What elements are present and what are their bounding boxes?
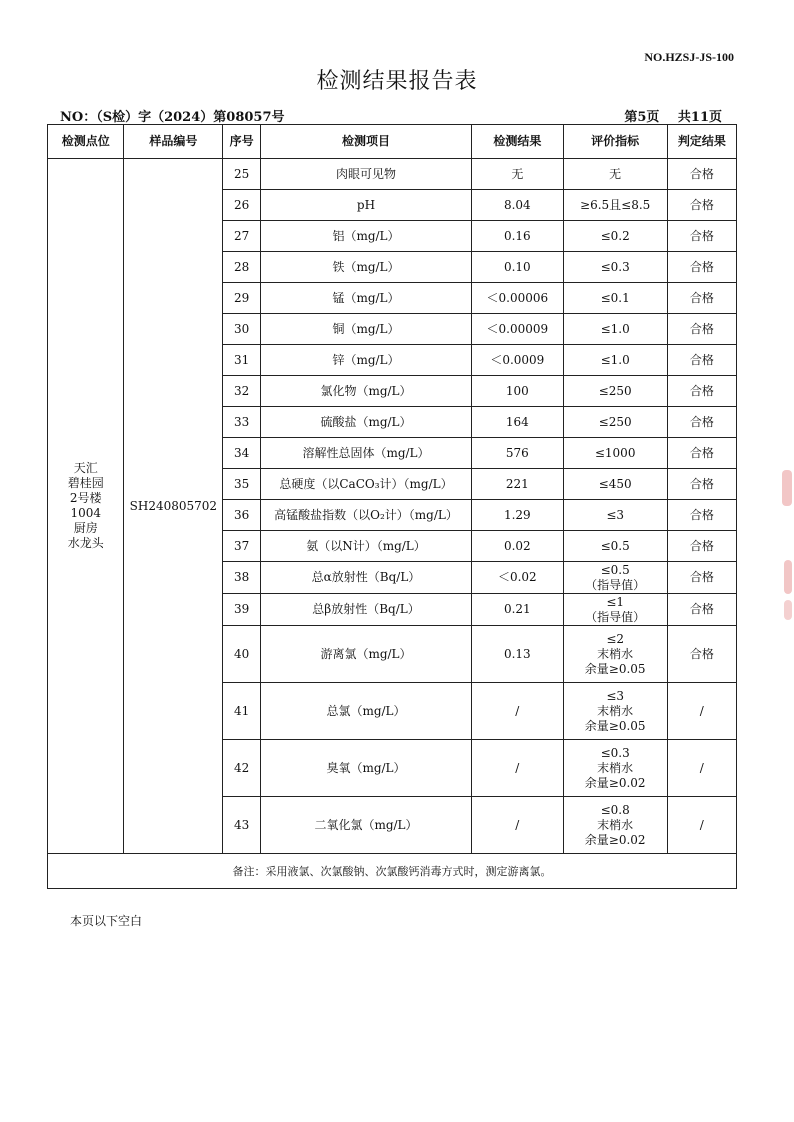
result-cell: ＜0.0009 [471, 345, 563, 376]
judgement-cell: 合格 [667, 531, 736, 562]
item-cell: pH [261, 190, 472, 221]
judgement-cell: 合格 [667, 500, 736, 531]
judgement-cell: 合格 [667, 314, 736, 345]
result-cell: / [471, 683, 563, 740]
results-table [47, 124, 737, 889]
seq-cell: 38 [223, 562, 261, 594]
table-body [48, 159, 737, 854]
standard-line: ≤3 [606, 688, 625, 703]
standard-cell [563, 683, 667, 740]
standard-line: 无 [609, 166, 622, 181]
page-number: 第5页 [624, 110, 660, 125]
location-line: 厨房 [73, 521, 98, 535]
judgement-cell: 合格 [667, 190, 736, 221]
judgement-cell: 合格 [667, 438, 736, 469]
location-line: 1004 [70, 506, 101, 520]
standard-line: 末梢水 [597, 646, 634, 661]
sample-id-cell: SH240805702 [124, 159, 223, 854]
standard-cell [563, 159, 667, 190]
standard-line: ≤0.3 [600, 745, 630, 760]
standard-cell [563, 252, 667, 283]
total-pages: 共11页 [677, 110, 722, 125]
standard-line: 余量≥0.02 [584, 775, 646, 790]
item-cell: 铜（mg/L） [261, 314, 472, 345]
seq-cell: 39 [223, 594, 261, 626]
standard-line: ≤2 [606, 631, 625, 646]
result-cell: 0.10 [471, 252, 563, 283]
item-cell: 铁（mg/L） [261, 252, 472, 283]
judgement-cell: 合格 [667, 594, 736, 626]
item-cell: 硫酸盐（mg/L） [261, 407, 472, 438]
judgement-cell: 合格 [667, 221, 736, 252]
standard-line: ≥6.5且≤8.5 [580, 197, 651, 212]
standard-cell [563, 797, 667, 854]
standard-cell [563, 740, 667, 797]
judgement-cell: 合格 [667, 562, 736, 594]
result-cell: 221 [471, 469, 563, 500]
standard-cell [563, 594, 667, 626]
result-cell: 8.04 [471, 190, 563, 221]
result-cell: ＜0.02 [471, 562, 563, 594]
standard-cell [563, 345, 667, 376]
document-number: NO.HZSJ-JS-100 [644, 50, 734, 64]
standard-line: ≤0.5 [600, 538, 630, 553]
standard-line: ≤250 [598, 383, 632, 398]
standard-line: 余量≥0.05 [584, 718, 646, 733]
result-cell: / [471, 740, 563, 797]
location-line: 水龙头 [67, 536, 104, 550]
judgement-cell: / [667, 797, 736, 854]
judgement-cell: 合格 [667, 252, 736, 283]
judgement-cell: 合格 [667, 376, 736, 407]
location-line: 碧桂园 [67, 476, 104, 490]
report-number: NO：（S检）字（2024）第08057号 [60, 110, 285, 125]
location-line: 2号楼 [69, 491, 102, 505]
seq-cell: 26 [223, 190, 261, 221]
standard-cell [563, 376, 667, 407]
judgement-cell: 合格 [667, 345, 736, 376]
item-cell: 高锰酸盐指数（以O₂计）（mg/L） [261, 500, 472, 531]
seq-cell: 34 [223, 438, 261, 469]
standard-cell [563, 469, 667, 500]
table-note: 备注：采用液氯、次氯酸钠、次氯酸钙消毒方式时，测定游离氯。 [48, 854, 737, 889]
table-row [48, 159, 737, 190]
item-cell: 溶解性总固体（mg/L） [261, 438, 472, 469]
header-result: 检测结果 [471, 125, 563, 159]
item-cell: 总α放射性（Bq/L） [261, 562, 472, 594]
seq-cell: 37 [223, 531, 261, 562]
seq-cell: 31 [223, 345, 261, 376]
seal-fragment [782, 470, 792, 506]
seq-cell: 35 [223, 469, 261, 500]
result-cell: 0.02 [471, 531, 563, 562]
standard-cell [563, 221, 667, 252]
item-cell: 总β放射性（Bq/L） [261, 594, 472, 626]
header-judgement: 判定结果 [667, 125, 736, 159]
standard-line: ≤0.3 [600, 259, 630, 274]
standard-cell [563, 562, 667, 594]
item-cell: 氨（以N计）（mg/L） [261, 531, 472, 562]
result-cell: 0.21 [471, 594, 563, 626]
seal-fragment [784, 600, 792, 620]
judgement-cell: 合格 [667, 407, 736, 438]
item-cell: 游离氯（mg/L） [261, 626, 472, 683]
seq-cell: 43 [223, 797, 261, 854]
standard-cell [563, 500, 667, 531]
result-cell: 576 [471, 438, 563, 469]
item-cell: 锌（mg/L） [261, 345, 472, 376]
seq-cell: 29 [223, 283, 261, 314]
header-standard: 评价指标 [563, 125, 667, 159]
standard-line: ≤0.1 [600, 290, 630, 305]
item-cell: 铝（mg/L） [261, 221, 472, 252]
standard-line: 末梢水 [597, 817, 634, 832]
standard-line: ≤1000 [594, 445, 636, 460]
standard-line: 余量≥0.02 [584, 832, 646, 847]
seq-cell: 40 [223, 626, 261, 683]
header-seq: 序号 [223, 125, 261, 159]
standard-line: ≤250 [598, 414, 632, 429]
location-cell [48, 159, 124, 854]
standard-line: ≤1 [606, 594, 625, 609]
result-cell: ＜0.00006 [471, 283, 563, 314]
item-cell: 肉眼可见物 [261, 159, 472, 190]
seq-cell: 36 [223, 500, 261, 531]
result-cell: 100 [471, 376, 563, 407]
judgement-cell: 合格 [667, 283, 736, 314]
item-cell: 二氧化氯（mg/L） [261, 797, 472, 854]
result-cell: 0.16 [471, 221, 563, 252]
item-cell: 总硬度（以CaCO₃计）（mg/L） [261, 469, 472, 500]
result-cell: ＜0.00009 [471, 314, 563, 345]
item-cell: 氯化物（mg/L） [261, 376, 472, 407]
standard-cell [563, 407, 667, 438]
item-cell: 锰（mg/L） [261, 283, 472, 314]
blank-remainder-note: 本页以下空白 [70, 914, 143, 928]
seq-cell: 33 [223, 407, 261, 438]
standard-cell [563, 531, 667, 562]
header-location: 检测点位 [48, 125, 124, 159]
result-cell: 0.13 [471, 626, 563, 683]
result-cell: / [471, 797, 563, 854]
standard-line: ≤0.2 [600, 228, 630, 243]
standard-line: ≤450 [598, 476, 632, 491]
result-cell: 1.29 [471, 500, 563, 531]
judgement-cell: 合格 [667, 626, 736, 683]
seq-cell: 32 [223, 376, 261, 407]
item-cell: 总氯（mg/L） [261, 683, 472, 740]
location-line: 天汇 [73, 461, 98, 475]
standard-cell [563, 626, 667, 683]
item-cell: 臭氧（mg/L） [261, 740, 472, 797]
standard-line: （指导值） [585, 609, 646, 624]
standard-cell [563, 283, 667, 314]
page-info [610, 106, 722, 125]
result-cell: 164 [471, 407, 563, 438]
judgement-cell: / [667, 740, 736, 797]
seal-fragment [784, 560, 792, 594]
seq-cell: 30 [223, 314, 261, 345]
standard-line: 余量≥0.05 [584, 661, 646, 676]
seq-cell: 41 [223, 683, 261, 740]
standard-line: ≤0.5 [600, 562, 630, 577]
seq-cell: 25 [223, 159, 261, 190]
judgement-cell: 合格 [667, 159, 736, 190]
standard-line: （指导值） [585, 577, 646, 592]
standard-cell [563, 314, 667, 345]
standard-line: ≤3 [606, 507, 625, 522]
note-row [48, 854, 737, 889]
judgement-cell: / [667, 683, 736, 740]
result-cell: 无 [471, 159, 563, 190]
seq-cell: 28 [223, 252, 261, 283]
standard-line: ≤0.8 [600, 802, 630, 817]
judgement-cell: 合格 [667, 469, 736, 500]
seq-cell: 42 [223, 740, 261, 797]
table-header-row [48, 125, 737, 159]
standard-line: ≤1.0 [600, 321, 630, 336]
standard-cell [563, 190, 667, 221]
header-sample-id: 样品编号 [124, 125, 223, 159]
seq-cell: 27 [223, 221, 261, 252]
standard-line: 末梢水 [597, 703, 634, 718]
page-title: 检测结果报告表 [316, 69, 478, 94]
header-item: 检测项目 [261, 125, 472, 159]
standard-line: 末梢水 [597, 760, 634, 775]
standard-line: ≤1.0 [600, 352, 630, 367]
standard-cell [563, 438, 667, 469]
